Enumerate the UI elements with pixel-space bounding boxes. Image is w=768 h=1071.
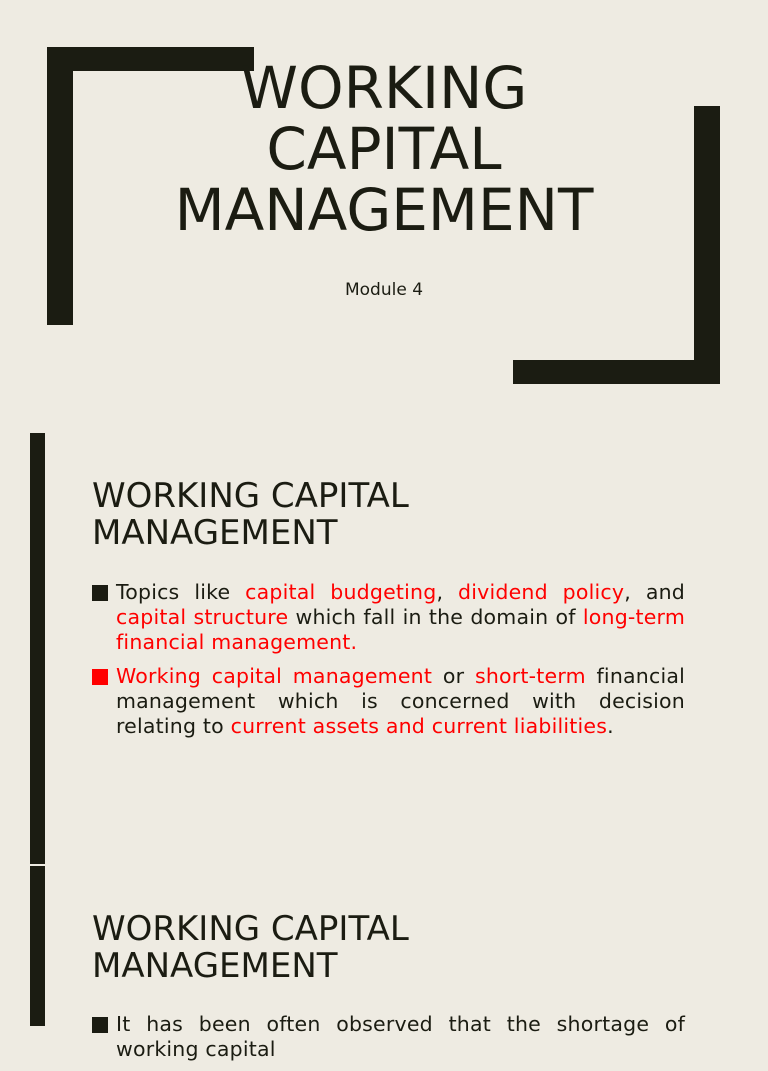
- slide-title-line: MANAGEMENT: [174, 176, 594, 244]
- bullet-text: or: [432, 664, 475, 688]
- slide-subtitle: Module 4: [344, 280, 424, 300]
- slide2-bullet-list: [92, 580, 685, 748]
- bullet-text: ,: [436, 580, 459, 604]
- heading-line: WORKING CAPITAL: [92, 909, 409, 949]
- slide3-bullet-list: [92, 1012, 685, 1071]
- slide3-left-rule: [30, 866, 45, 1026]
- heading-line: WORKING CAPITAL: [92, 476, 409, 516]
- slide-title-line: CAPITAL: [266, 115, 502, 183]
- list-item: [92, 664, 685, 739]
- bullet-text: , and: [624, 580, 685, 604]
- highlight-text: short-term: [474, 664, 586, 688]
- slide2-heading: [92, 478, 692, 552]
- highlight-text: long-term financial management.: [116, 605, 685, 654]
- slide-title: [0, 54, 768, 244]
- bullet-text: financial management which is concerned with decision relating to: [116, 664, 686, 738]
- highlight-text: capital structure: [116, 605, 289, 629]
- slide2-left-rule: [30, 433, 45, 864]
- highlight-text: dividend policy: [458, 580, 625, 604]
- square-bullet-icon: [92, 585, 108, 601]
- square-bullet-icon: [92, 669, 108, 685]
- bullet-text: .: [607, 714, 614, 738]
- bullet-text: which fall in the domain of: [288, 605, 583, 629]
- bracket-bottom-right-horizontal: [513, 360, 720, 384]
- highlight-text: Working capital management: [116, 664, 433, 688]
- bullet-text: It has been often observed that the shortage of working capital: [116, 1012, 685, 1061]
- list-item: [92, 1012, 685, 1062]
- heading-line: MANAGEMENT: [92, 513, 338, 553]
- slide3-heading: [92, 911, 692, 985]
- highlight-text: current assets and current liabilities: [230, 714, 608, 738]
- heading-line: MANAGEMENT: [92, 946, 338, 986]
- square-bullet-icon: [92, 1017, 108, 1033]
- slide-title-line: WORKING: [240, 54, 528, 122]
- highlight-text: capital budgeting: [245, 580, 437, 604]
- list-item: [92, 580, 685, 655]
- bullet-text: Topics like: [116, 580, 246, 604]
